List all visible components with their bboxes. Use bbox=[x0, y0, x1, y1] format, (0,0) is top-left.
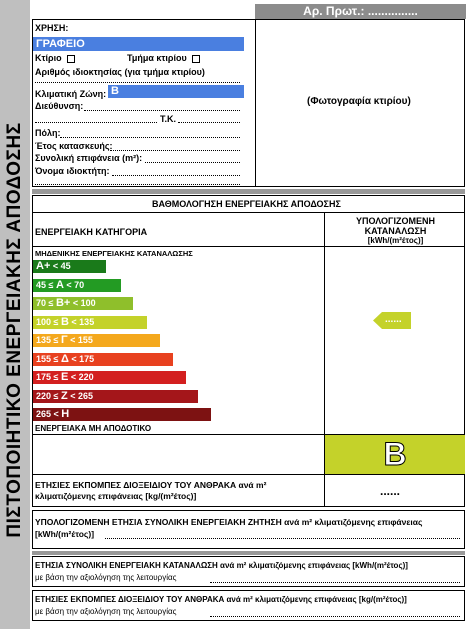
energy-class-bar bbox=[33, 334, 160, 347]
part-checkbox[interactable] bbox=[192, 55, 200, 63]
result-grade: B bbox=[383, 436, 407, 472]
emissions-field[interactable] bbox=[210, 616, 460, 617]
use-label: ΧΡΗΣΗ: bbox=[35, 23, 69, 33]
energy-class-range-high: < 135 bbox=[68, 316, 95, 327]
energy-class-range-low: 100 ≤ bbox=[36, 316, 61, 327]
energy-class-grade: B+ bbox=[55, 297, 71, 309]
energy-class-grade: Z bbox=[60, 389, 68, 402]
ownership-field[interactable] bbox=[35, 82, 240, 83]
area-label: Συνολική επιφάνεια (m²): bbox=[35, 153, 143, 163]
energy-class-grade: Δ bbox=[60, 352, 69, 365]
energy-class-range-high: < 45 bbox=[50, 261, 71, 271]
calc-value-text: ...... bbox=[385, 314, 402, 325]
energy-class-grade: E bbox=[60, 371, 69, 383]
co2-divider bbox=[324, 474, 325, 507]
energy-class-grade: H bbox=[61, 408, 70, 420]
energy-class-range-high: < 175 bbox=[68, 353, 95, 364]
city-label: Πόλη: bbox=[35, 128, 61, 138]
energy-class-range-low: 220 ≤ bbox=[36, 390, 61, 401]
ownership-label: Αριθμός ιδιοκτησίας (για τμήμα κτιρίου) bbox=[35, 67, 205, 77]
address-label: Διεύθυνση: bbox=[35, 101, 84, 111]
energy-class-range-high: < 220 bbox=[68, 372, 94, 382]
energy-class-bar bbox=[33, 316, 147, 329]
reference-number-bar: Αρ. Πρωτ.: ............... bbox=[255, 4, 466, 19]
owner-line-2[interactable] bbox=[35, 184, 240, 185]
section-separator-2 bbox=[32, 551, 465, 555]
building-label: Κτίριο bbox=[35, 53, 62, 63]
side-band bbox=[0, 0, 30, 629]
consumption-label-1: ΕΤΗΣΙΑ ΣΥΝΟΛΙΚΗ ΕΝΕΡΓΕΙΑΚΗ ΚΑΤΑΝΑΛΩΣΗ ανά m² κλιματιζόμενης επιφάνειας [kWh/(m²έτος)] bbox=[35, 561, 408, 570]
energy-class-bar bbox=[33, 279, 121, 292]
city-field[interactable] bbox=[60, 137, 240, 138]
energy-class-range-low: 265 < bbox=[36, 409, 62, 419]
calc-header-line2: ΚΑΤΑΝΑΛΩΣΗ bbox=[364, 226, 427, 236]
energy-class-range-low: 175 ≤ bbox=[36, 372, 61, 382]
energy-class-range-low: 45 ≤ bbox=[36, 279, 56, 290]
year-label: Έτος κατασκευής: bbox=[35, 141, 113, 151]
co2-label-2: κλιματιζόμενης επιφάνειας [kg/(m²έτος)] bbox=[35, 491, 197, 501]
energy-class-range-high: < 70 bbox=[63, 279, 85, 290]
address-line-2[interactable] bbox=[35, 122, 157, 123]
info-divider bbox=[255, 19, 256, 187]
inefficient-label: ΕΝΕΡΓΕΙΑΚΑ ΜΗ ΑΠΟΔΟΤΙΚΟ bbox=[35, 424, 152, 433]
demand-label-1: ΥΠΟΛΟΓΙΖΟΜΕΝΗ ΕΤΗΣΙΑ ΣΥΝΟΛΙΚΗ ΕΝΕΡΓΕΙΑΚΗ ΖΗΤΗΣΗ ανά m² κλιματιζόμενης επιφάνειας bbox=[35, 517, 423, 527]
energy-class-bar bbox=[33, 260, 106, 273]
energy-class-range-high: < 100 bbox=[70, 298, 96, 308]
energy-class-bar bbox=[33, 408, 211, 421]
demand-label-2: [kWh/(m²έτος)] bbox=[35, 529, 95, 539]
calc-header-line1: ΥΠΟΛΟΓΙΖΟΜΕΝΗ bbox=[356, 216, 435, 226]
energy-class-grade: Γ bbox=[60, 334, 68, 346]
consumption-field[interactable] bbox=[210, 582, 460, 583]
energy-class-range-low: 135 ≤ bbox=[36, 335, 61, 345]
part-label: Τμήμα κτιρίου bbox=[127, 53, 187, 63]
address-field[interactable] bbox=[84, 110, 240, 111]
building-checkbox[interactable] bbox=[67, 55, 75, 63]
emissions-label-1: ΕΤΗΣΙΕΣ ΕΚΠΟΜΠΕΣ ΔΙΟΞΕΙΔΙΟΥ ΤΟΥ ΑΝΘΡΑΚΑ ανά m² κλιματιζόμενης επιφάνειας [kg/(m²έτος)] bbox=[35, 595, 407, 604]
consumption-label-2: με βάση την αξιολόγηση της λειτουργίας bbox=[35, 573, 177, 582]
rating-header-divider bbox=[32, 246, 465, 247]
calc-header-unit: [kWh/(m²έτος)] bbox=[367, 236, 424, 245]
certificate-title: ΠΙΣΤΟΠΟΙΗΤΙΚΟ ΕΝΕΡΓΕΙΑΚΗΣ ΑΠΟΔΟΣΗΣ bbox=[4, 122, 25, 538]
energy-class-bar bbox=[33, 297, 133, 310]
energy-class-range-high: < 155 bbox=[67, 335, 93, 345]
co2-value: ...... bbox=[380, 484, 401, 498]
section-separator bbox=[32, 189, 465, 194]
energy-class-grade: A bbox=[55, 278, 64, 291]
category-header: ΕΝΕΡΓΕΙΑΚΗ ΚΑΤΗΓΟΡΙΑ bbox=[35, 227, 148, 237]
co2-label-1: ΕΤΗΣΙΕΣ ΕΚΠΟΜΠΕΣ ΔΙΟΞΕΙΔΙΟΥ ΤΟΥ ΑΝΘΡΑΚΑ ανά m² bbox=[35, 480, 267, 490]
photo-placeholder: (Φωτογραφία κτιρίου) bbox=[307, 96, 411, 107]
area-field[interactable] bbox=[145, 162, 240, 163]
energy-class-bar bbox=[33, 371, 186, 384]
energy-class-grade: A+ bbox=[36, 260, 51, 272]
zone-label: Κλιματική Ζώνη: bbox=[35, 89, 107, 99]
emissions-label-2: με βάση την αξιολόγηση της λειτουργίας bbox=[35, 607, 177, 616]
energy-class-grade: B bbox=[60, 315, 69, 328]
part-checkbox-row bbox=[127, 53, 200, 63]
rating-title: ΒΑΘΜΟΛΟΓΗΣΗ ΕΝΕΡΓΕΙΑΚΗΣ ΑΠΟΔΟΣΗΣ bbox=[152, 199, 341, 209]
energy-class-range-low: 155 ≤ bbox=[36, 353, 61, 364]
energy-class-bar bbox=[33, 390, 198, 403]
use-field[interactable]: ΓΡΑΦΕΙΟ bbox=[33, 37, 244, 51]
postcode-field[interactable] bbox=[178, 122, 240, 123]
building-checkbox-row bbox=[35, 53, 75, 63]
owner-label: Όνομα ιδιοκτήτη: bbox=[35, 166, 110, 176]
demand-section bbox=[32, 510, 465, 549]
year-field[interactable] bbox=[110, 150, 240, 151]
energy-class-range-high: < 265 bbox=[67, 390, 93, 401]
zone-field[interactable]: Β bbox=[108, 85, 244, 98]
energy-class-bar bbox=[33, 353, 173, 366]
energy-class-range-low: 70 ≤ bbox=[36, 298, 56, 308]
demand-field[interactable] bbox=[105, 538, 460, 539]
rating-title-divider bbox=[32, 212, 465, 213]
owner-field[interactable] bbox=[112, 175, 240, 176]
postcode-label: Τ.Κ. bbox=[160, 114, 177, 124]
zero-energy-label: ΜΗΔΕΝΙΚΗΣ ΕΝΕΡΓΕΙΑΚΗΣ ΚΑΤΑΝΑΛΩΣΗΣ bbox=[35, 249, 193, 258]
